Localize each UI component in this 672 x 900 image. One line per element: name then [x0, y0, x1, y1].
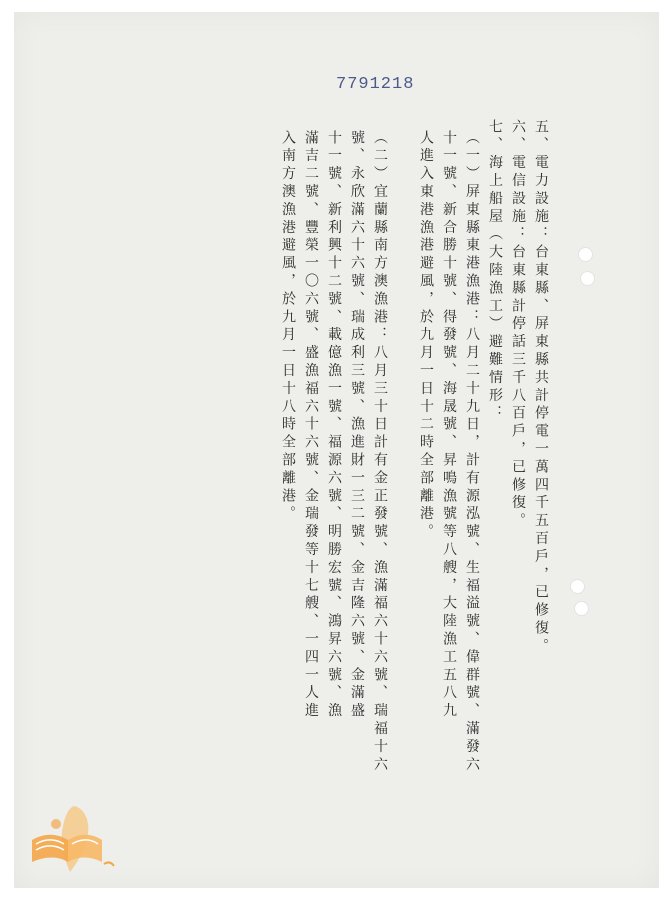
punch-hole: [575, 602, 588, 615]
section-2-line-1: （二）宜蘭縣南方澳漁港：八月三十日計有金正發號、漁滿福六十六號、瑞福十六: [372, 130, 388, 775]
section-2-line-3: 十一號、新利興十二號、載億漁一號、福源六號、明勝宏號、鴻昇六號、漁: [326, 130, 342, 721]
section-1-line-2: 十一號、新合勝十號、得發號、海晟號、昇鳴漁號等八艘，大陸漁工五八九: [441, 130, 457, 721]
section-2-line-2: 號、永欣滿六十六號、瑞成利三號、漁進財一三二號、金吉隆六號、金滿盛: [349, 130, 365, 721]
paragraph-shelter-heading: 七、海上船屋（大陸漁工）避難情形：: [487, 119, 503, 424]
paragraph-electric: 五、電力設施：台東縣、屏東縣共計停電一萬四千五百戶，已修復。: [533, 119, 549, 656]
punch-hole: [571, 580, 584, 593]
taiwan-map-book-logo-icon: [22, 800, 122, 878]
punch-hole: [579, 248, 592, 261]
section-2-line-5: 入南方澳漁港避風，於九月一日十八時全部離港。: [280, 130, 296, 524]
serial-number: 7791218: [336, 75, 415, 94]
section-1-line-1: （一）屏東縣東港漁港：八月二十九日，計有源泓號、生福溢號、偉群號、滿發六: [464, 130, 480, 775]
section-1-line-3: 人進入東港漁港避風，於九月一日十二時全部離港。: [418, 130, 434, 542]
section-2-line-4: 滿吉二號、豐榮一〇六號、盛漁福六十六號、金瑞發等十七艘、一四一人進: [303, 130, 319, 721]
document-page: [14, 12, 659, 888]
punch-hole: [581, 272, 594, 285]
paragraph-telecom: 六、電信設施：台東縣計停話三千八百戶，已修復。: [510, 119, 526, 531]
